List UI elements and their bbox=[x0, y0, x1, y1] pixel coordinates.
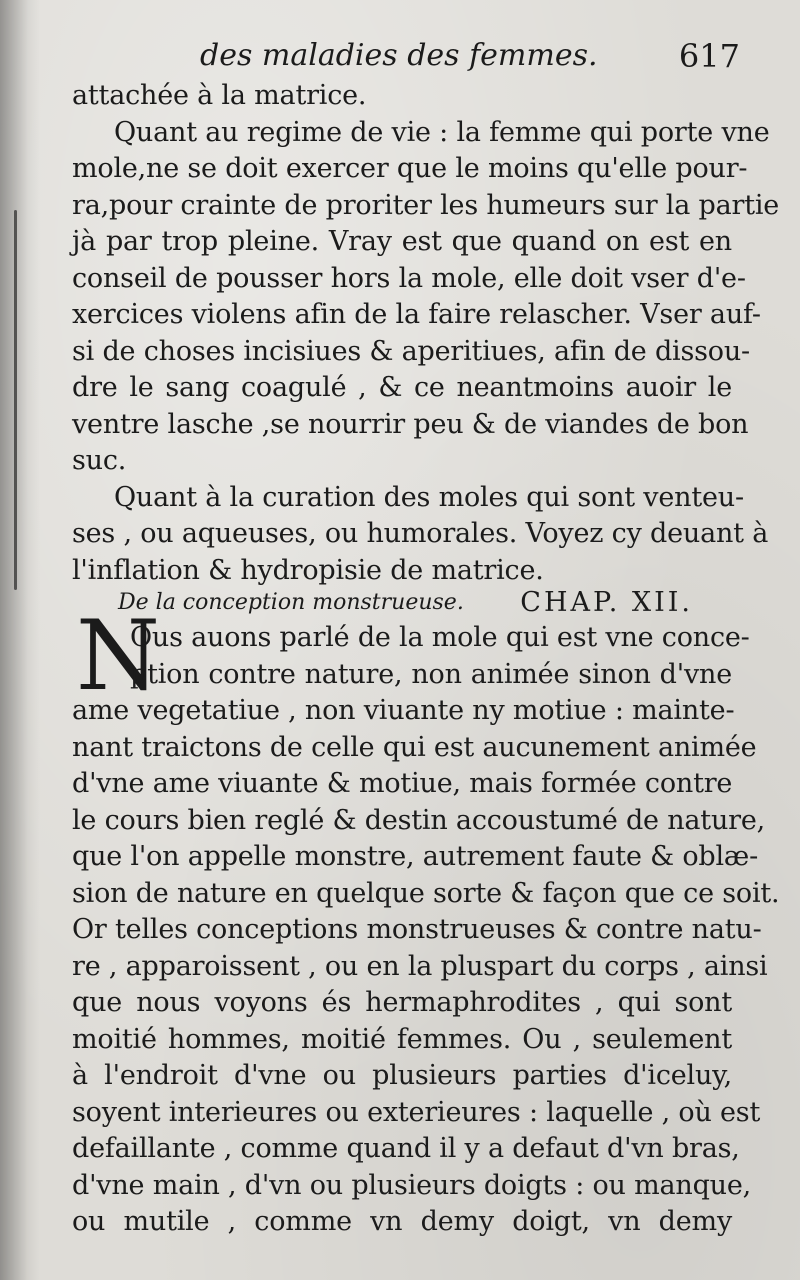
chapter-label: CHAP. XII. bbox=[520, 587, 693, 618]
margin-mark bbox=[14, 210, 17, 590]
text-line: sion de nature en quelque sorte & façon que ce soit. bbox=[72, 877, 780, 909]
text-line: conseil de pousser hors la mole, elle doit vser d'e- bbox=[72, 262, 746, 294]
text-line: ses , ou aqueuses, ou humorales. Voyez cy deuant à bbox=[72, 518, 769, 549]
text-line: que l'on appelle monstre, autrement faute & oblæ- bbox=[72, 841, 759, 872]
text-line: nant traictons de celle qui est aucunement animée bbox=[72, 731, 757, 763]
drop-cap: N bbox=[76, 600, 160, 712]
text-line: l'inflation & hydropisie de matrice. bbox=[72, 554, 544, 586]
text-line: d'vne ame viuante & motiue, mais formée contre bbox=[72, 768, 733, 799]
text-line: xercices violens afin de la faire relascher. Vser auf- bbox=[72, 299, 761, 330]
text-block-regimen bbox=[72, 78, 780, 589]
text-line: Ous auons parlé de la mole qui est vne conce- bbox=[130, 622, 750, 653]
text-line: re , apparoissent , ou en la pluspart du corps , ainsi bbox=[72, 950, 768, 982]
text-line: que nous voyons és hermaphrodites , qui sont bbox=[72, 987, 732, 1018]
text-line: ventre lasche ,se nourrir peu & de viandes de bon bbox=[72, 408, 749, 440]
chapter-title: De la conception monstrueuse. bbox=[118, 590, 464, 615]
page-header bbox=[200, 34, 740, 78]
text-line: jà par trop pleine. Vray est que quand on est en bbox=[72, 226, 732, 257]
text-line: attachée à la matrice. bbox=[72, 80, 367, 111]
text-block-chapter bbox=[72, 620, 780, 1241]
text-line: ou mutile , comme vn demy doigt, vn demy bbox=[72, 1206, 732, 1237]
text-line: ra,pour crainte de proriter les humeurs sur la partie bbox=[72, 189, 780, 221]
text-line: moitié hommes, moitié femmes. Ou , seulement bbox=[72, 1023, 732, 1055]
gutter-shadow bbox=[0, 0, 40, 1280]
text-line: suc. bbox=[72, 445, 127, 476]
text-line: dre le sang coagulé , & ce neantmoins auoir le bbox=[72, 372, 732, 403]
text-line: Or telles conceptions monstrueuses & contre natu- bbox=[72, 914, 762, 945]
text-line: ame vegetatiue , non viuante ny motiue : mainte- bbox=[72, 695, 735, 726]
running-title: des maladies des femmes. bbox=[200, 38, 598, 73]
text-line: ption contre nature, non animée sinon d'vne bbox=[130, 658, 732, 690]
text-line: le cours bien reglé & destin accoustumé de nature, bbox=[72, 804, 766, 836]
chapter-heading bbox=[118, 583, 693, 623]
text-line: defaillante , comme quand il y a defaut d'vn bras, bbox=[72, 1133, 740, 1164]
text-line: à l'endroit d'vne ou plusieurs parties d'iceluy, bbox=[72, 1060, 732, 1091]
page-number: 617 bbox=[678, 37, 740, 75]
text-line: d'vne main , d'vn ou plusieurs doigts : ou manque, bbox=[72, 1169, 752, 1201]
text-line: soyent interieures ou exterieures : laquelle , où est bbox=[72, 1096, 761, 1128]
text-line: si de choses incisiues & aperitiues, afin de dissou- bbox=[72, 335, 750, 367]
text-line: Quant à la curation des moles qui sont venteu- bbox=[114, 481, 744, 513]
text-line: Quant au regime de vie : la femme qui porte vne bbox=[114, 116, 770, 148]
text-line: mole,ne se doit exercer que le moins qu'elle pour- bbox=[72, 153, 748, 184]
